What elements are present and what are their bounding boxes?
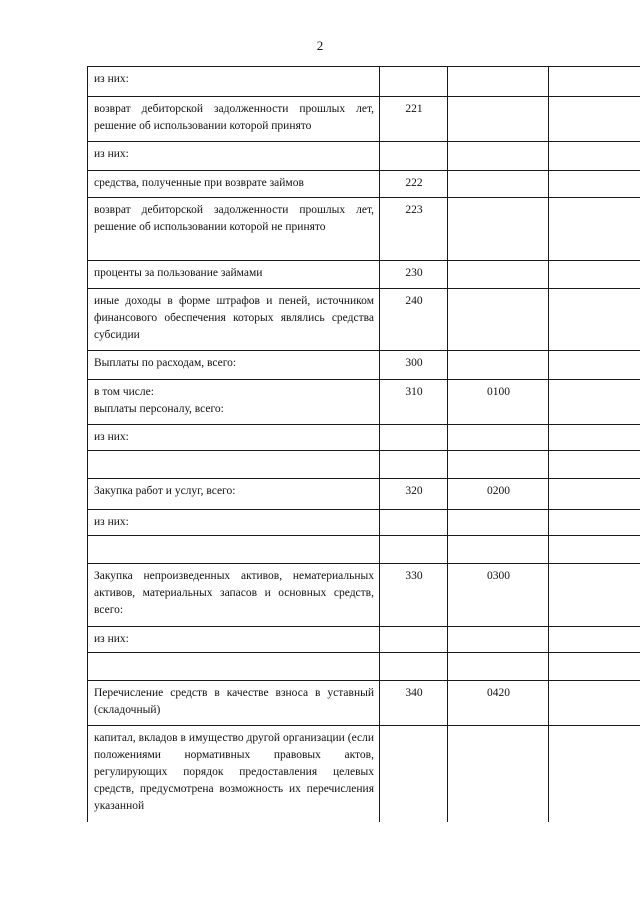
row-kbk [448, 425, 549, 451]
table-row [88, 289, 640, 351]
row-sum-1 [549, 451, 640, 479]
row-sum-1 [549, 425, 640, 451]
row-name: капитал, вкладов в имущество другой организации (если положениями нормативных правовых актов, регулирующих порядок предоставления целевых средств, предусмотрена возможность их перечисления указанной [88, 726, 380, 822]
row-name: Закупка работ и услуг, всего: [88, 479, 380, 510]
row-sum-1 [549, 380, 640, 425]
row-name: из них: [88, 510, 380, 536]
table-row [88, 536, 640, 564]
row-kbk [448, 261, 549, 289]
row-name: возврат дебиторской задолженности прошлых лет, решение об использовании которой принято [88, 97, 380, 142]
table-row [88, 653, 640, 681]
row-kbk [448, 171, 549, 198]
row-code: 230 [380, 261, 448, 289]
table-row [88, 261, 640, 289]
table-row [88, 198, 640, 261]
row-kbk [448, 451, 549, 479]
row-code: 222 [380, 171, 448, 198]
table-row [88, 380, 640, 425]
row-code [380, 510, 448, 536]
row-name: из них: [88, 627, 380, 653]
table-row [88, 479, 640, 510]
row-code: 223 [380, 198, 448, 261]
row-code: 221 [380, 97, 448, 142]
table-row [88, 171, 640, 198]
row-sum-1 [549, 726, 640, 822]
row-name: Выплаты по расходам, всего: [88, 351, 380, 380]
row-code [380, 536, 448, 564]
table-row [88, 564, 640, 627]
table-row [88, 627, 640, 653]
row-kbk [448, 97, 549, 142]
row-name: иные доходы в форме штрафов и пеней, источником финансового обеспечения которых являлись средства субсидии [88, 289, 380, 351]
row-code: 300 [380, 351, 448, 380]
row-sum-1 [549, 351, 640, 380]
row-sum-1 [549, 627, 640, 653]
row-name: из них: [88, 425, 380, 451]
row-sum-1 [549, 198, 640, 261]
table-row [88, 67, 640, 97]
table-row [88, 142, 640, 171]
row-kbk: 0100 [448, 380, 549, 425]
row-sum-1 [549, 171, 640, 198]
row-code [380, 627, 448, 653]
table-row [88, 425, 640, 451]
row-kbk: 0420 [448, 681, 549, 726]
row-kbk [448, 289, 549, 351]
table-row [88, 726, 640, 822]
row-name-line: выплаты персоналу, всего: [94, 403, 224, 415]
row-kbk [448, 653, 549, 681]
row-kbk [448, 351, 549, 380]
row-name [88, 536, 380, 564]
row-code: 310 [380, 380, 448, 425]
row-name [88, 653, 380, 681]
table-row [88, 451, 640, 479]
row-code [380, 425, 448, 451]
row-sum-1 [549, 653, 640, 681]
row-kbk [448, 726, 549, 822]
row-sum-1 [549, 536, 640, 564]
row-code: 320 [380, 479, 448, 510]
row-code [380, 653, 448, 681]
row-sum-1 [549, 681, 640, 726]
row-kbk [448, 627, 549, 653]
table-row [88, 681, 640, 726]
row-sum-1 [549, 97, 640, 142]
table-row [88, 97, 640, 142]
page-number: 2 [316, 38, 324, 53]
row-name: Перечисление средств в качестве взноса в уставный (складочный) [88, 681, 380, 726]
row-sum-1 [549, 479, 640, 510]
row-kbk [448, 67, 549, 97]
row-name: возврат дебиторской задолженности прошлых лет, решение об использовании которой не принято [88, 198, 380, 261]
row-code [380, 726, 448, 822]
row-name: проценты за пользование займами [88, 261, 380, 289]
row-name [88, 451, 380, 479]
row-code: 330 [380, 564, 448, 627]
row-code [380, 142, 448, 171]
row-sum-1 [549, 67, 640, 97]
row-code [380, 451, 448, 479]
row-kbk [448, 142, 549, 171]
row-name [88, 380, 380, 425]
row-sum-1 [549, 564, 640, 627]
row-name: из них: [88, 142, 380, 171]
row-name: из них: [88, 67, 380, 97]
row-code: 340 [380, 681, 448, 726]
row-kbk: 0200 [448, 479, 549, 510]
row-name: средства, полученные при возврате займов [88, 171, 380, 198]
report-table [87, 66, 640, 822]
row-sum-1 [549, 142, 640, 171]
row-code [380, 67, 448, 97]
row-code: 240 [380, 289, 448, 351]
row-sum-1 [549, 261, 640, 289]
row-name: Закупка непроизведенных активов, нематериальных активов, материальных запасов и основных средств, всего: [88, 564, 380, 627]
row-sum-1 [549, 289, 640, 351]
table-row [88, 351, 640, 380]
row-kbk [448, 536, 549, 564]
row-sum-1 [549, 510, 640, 536]
table-row [88, 510, 640, 536]
row-name-line: в том числе: [94, 386, 154, 398]
row-kbk [448, 198, 549, 261]
row-kbk: 0300 [448, 564, 549, 627]
row-kbk [448, 510, 549, 536]
